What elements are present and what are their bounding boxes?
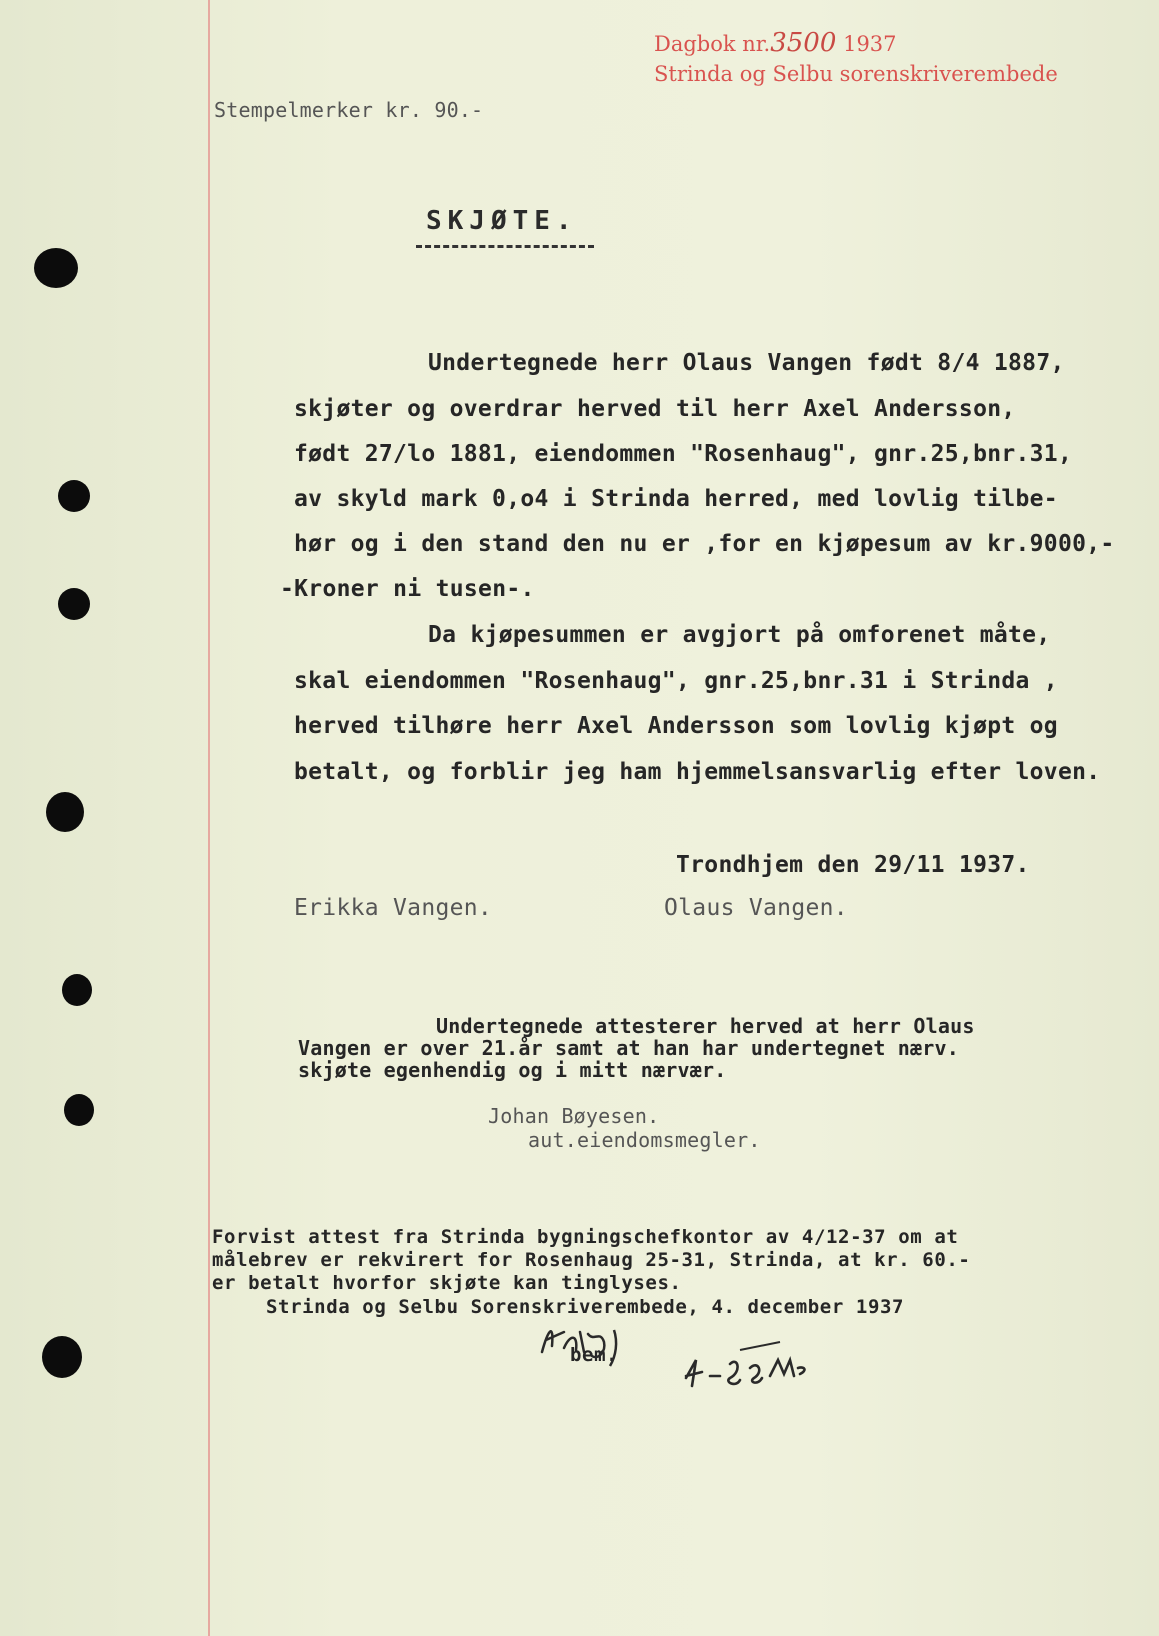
punch-hole (58, 480, 90, 512)
body-line: -Kroner ni tusen-. (280, 576, 535, 602)
handwritten-fee-note (680, 1338, 820, 1408)
body-line: herved tilhøre herr Axel Andersson som lovlig kjøpt og (294, 713, 1058, 739)
punch-hole (34, 248, 78, 288)
registry-line: Forvist attest fra Strinda bygningschefkontor av 4/12-37 om at (212, 1226, 959, 1248)
witness-name: Johan Bøyesen. (488, 1104, 660, 1128)
punch-hole (42, 1336, 82, 1378)
witness-title: aut.eiendomsmegler. (528, 1128, 761, 1152)
registry-line: er betalt hvorfor skjøte kan tinglyses. (212, 1272, 682, 1294)
registry-line: Strinda og Selbu Sorenskriverembede, 4. december 1937 (266, 1296, 905, 1318)
body-line: betalt, og forblir jeg ham hjemmelsansvarlig efter loven. (294, 759, 1101, 785)
stamp-duty: Stempelmerker kr. 90.- (214, 98, 484, 122)
attest-line: skjøte egenhendig og i mitt nærvær. (298, 1058, 727, 1082)
body-line: Undertegnede herr Olaus Vangen født 8/4 1887, (428, 350, 1065, 376)
punch-hole (46, 792, 84, 832)
date-line: Trondhjem den 29/11 1937. (676, 852, 1030, 878)
body-line: skal eiendommen "Rosenhaug", gnr.25,bnr.31 i Strinda , (294, 668, 1058, 694)
registry-stamp-office: Strinda og Selbu sorenskriverembede (654, 62, 1058, 86)
registry-line: målebrev er rekvirert for Rosenhaug 25-31, Strinda, at kr. 60.- (212, 1249, 971, 1271)
document-title: SKJØTE. (426, 206, 578, 236)
registry-stamp-number: Dagbok nr.3500 1937 (654, 28, 897, 58)
attest-line: Undertegnede attesterer herved at herr Olaus (436, 1014, 975, 1038)
punch-hole (58, 588, 90, 620)
body-line: av skyld mark 0,o4 i Strinda herred, med lovlig tilbe- (294, 486, 1058, 512)
handwritten-initials (534, 1312, 654, 1372)
punch-hole (62, 974, 92, 1006)
attest-line: Vangen er over 21.år samt at han har undertegnet nærv. (298, 1036, 960, 1060)
signature-left: Erikka Vangen. (294, 895, 493, 921)
body-line: født 27/lo 1881, eiendommen "Rosenhaug", gnr.25,bnr.31, (294, 441, 1073, 467)
punch-hole (64, 1094, 94, 1126)
body-line: hør og i den stand den nu er ,for en kjøpesum av kr.9000,- (294, 531, 1115, 557)
signature-right: Olaus Vangen. (664, 895, 848, 921)
title-underline (416, 245, 594, 248)
body-line: Da kjøpesummen er avgjort på omforenet måte, (428, 622, 1051, 648)
body-line: skjøter og overdrar herved til herr Axel Andersson, (294, 396, 1016, 422)
margin-line (208, 0, 210, 1636)
annotation-bem: bem. (570, 1344, 619, 1366)
